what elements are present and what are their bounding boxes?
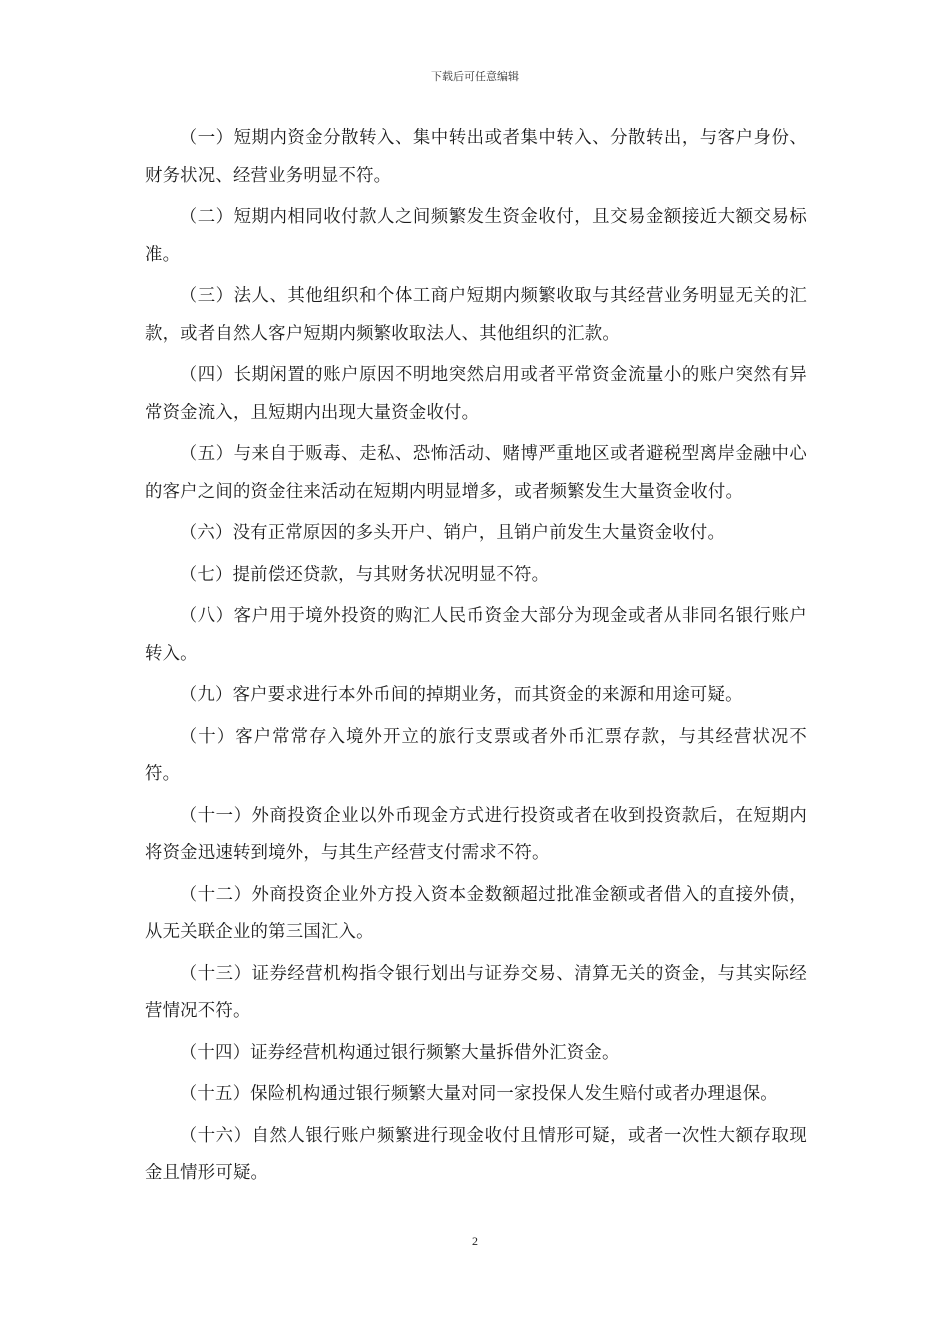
paragraph-2: （二）短期内相同收付款人之间频繁发生资金收付，且交易金额接近大额交易标准。 <box>145 207 807 265</box>
paragraph-10: （十）客户常常存入境外开立的旅行支票或者外币汇票存款，与其经营状况不符。 <box>145 726 807 784</box>
paragraph-6: （六）没有正常原因的多头开户、销户，且销户前发生大量资金收付。 <box>179 523 726 543</box>
paragraph-3: （三）法人、其他组织和个体工商户短期内频繁收取与其经营业务明显无关的汇款，或者自然人客户短期内频繁收取法人、其他组织的汇款。 <box>145 286 807 344</box>
paragraph-1: （一）短期内资金分散转入、集中转出或者集中转入、分散转出，与客户身份、财务状况、经营业务明显不符。 <box>145 128 807 186</box>
paragraph-9: （九）客户要求进行本外币间的掉期业务，而其资金的来源和用途可疑。 <box>179 685 743 705</box>
paragraph-14: （十四）证券经营机构通过银行频繁大量拆借外汇资金。 <box>179 1042 620 1063</box>
paragraph-5: （五）与来自于贩毒、走私、恐怖活动、赌博严重地区或者避税型离岸金融中心的客户之间的资金往来活动在短期内明显增多，或者频繁发生大量资金收付。 <box>145 444 807 502</box>
paragraph-16: （十六）自然人银行账户频繁进行现金收付且情形可疑，或者一次性大额存取现金且情形可疑。 <box>145 1125 807 1183</box>
paragraph-15: （十五）保险机构通过银行频繁大量对同一家投保人发生赔付或者办理退保。 <box>179 1084 778 1104</box>
page-number: 2 <box>472 1234 478 1248</box>
paragraph-13: （十三）证券经营机构指令银行划出与证券交易、清算无关的资金，与其实际经营情况不符。 <box>145 963 807 1021</box>
paragraph-7: （七）提前偿还贷款，与其财务状况明显不符。 <box>179 564 550 585</box>
paragraph-8: （八）客户用于境外投资的购汇人民币资金大部分为现金或者从非同名银行账户转入。 <box>145 606 807 664</box>
page-header: 下载后可任意编辑 <box>431 70 519 83</box>
paragraph-11: （十一）外商投资企业以外币现金方式进行投资或者在收到投资款后，在短期内将资金迅速转到境外，与其生产经营支付需求不符。 <box>145 805 807 863</box>
paragraph-4: （四）长期闲置的账户原因不明地突然启用或者平常资金流量小的账户突然有异常资金流入，且短期内出现大量资金收付。 <box>145 365 807 423</box>
document-body <box>145 120 807 1197</box>
paragraph-12: （十二）外商投资企业外方投入资本金数额超过批准金额或者借入的直接外债，从无关联企业的第三国汇入。 <box>145 884 807 942</box>
